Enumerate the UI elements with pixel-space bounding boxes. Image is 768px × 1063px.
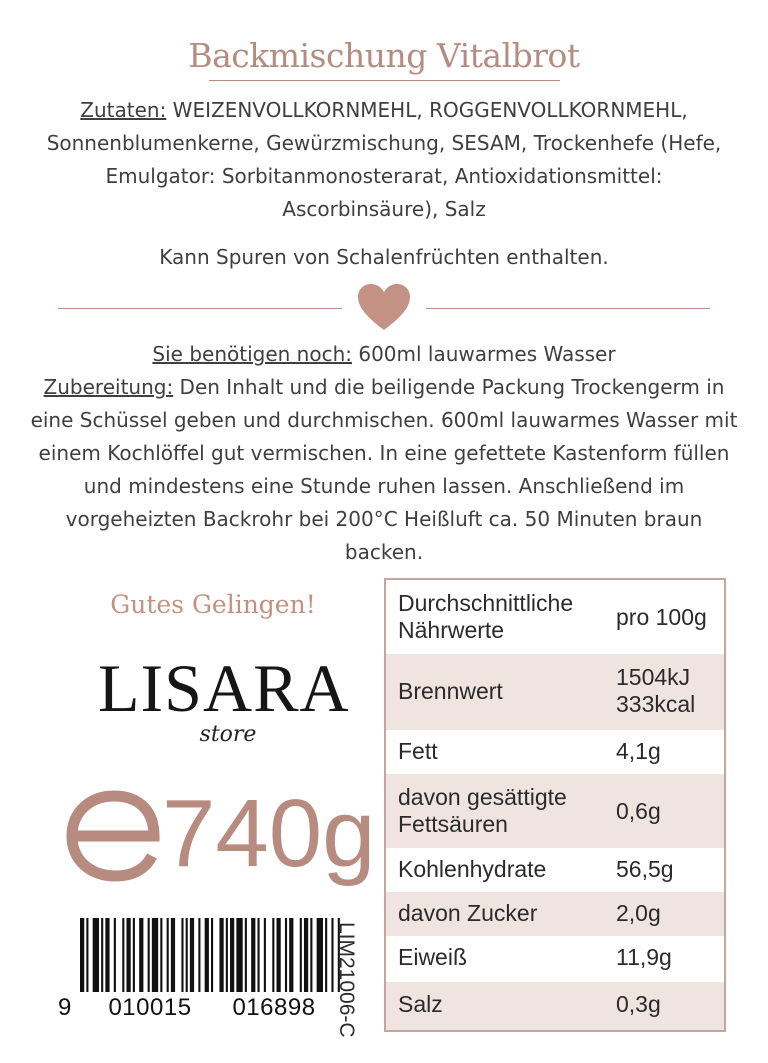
barcode-bar (289, 918, 293, 992)
nutrition-table (384, 578, 726, 1032)
barcode-bar (205, 918, 209, 992)
greeting-text: Gutes Gelingen! (110, 590, 316, 619)
nutrition-value: 11,9g (616, 944, 672, 970)
brand-name: LISARA (98, 650, 350, 726)
nutrition-row (386, 730, 724, 774)
nutrition-label: Kohlenhydrate (398, 856, 547, 882)
steps-block (30, 371, 738, 569)
nutrition-header-value: pro 100g (616, 604, 707, 630)
needs-text: 600ml lauwarmes Wasser (352, 342, 616, 366)
nutrition-value: 2,0g (616, 900, 661, 926)
barcode-bar (122, 918, 124, 992)
barcode-bar (277, 918, 281, 992)
nutrition-label: davon gesättigte Fettsäuren (398, 784, 567, 837)
barcode-bar (198, 918, 200, 992)
estimated-sign-icon (64, 784, 164, 884)
barcode-first-digit: 9 (58, 994, 72, 1021)
nutrition-label: Fett (398, 738, 438, 764)
barcode-bar (300, 918, 302, 992)
barcode-bar (152, 918, 158, 992)
barcode-bar (310, 918, 312, 992)
nutrition-row (386, 936, 724, 982)
barcode-bar (211, 918, 213, 992)
barcode-bar (251, 918, 255, 992)
barcode-bar (139, 918, 143, 992)
barcode-bar (219, 918, 223, 992)
nutrition-label: davon Zucker (398, 900, 538, 926)
nutrition-row (386, 774, 724, 848)
nutrition-label: Salz (398, 991, 443, 1017)
nutrition-header-label: Durchschnittliche Nährwerte (398, 590, 574, 643)
allergen-note: Kann Spuren von Schalenfrüchten enthalten. (159, 245, 609, 269)
article-code (332, 918, 362, 1038)
steps-text: Den Inhalt und die beiligende Packung Trockengerm in eine Schüssel geben und durchmischen. 600ml lauwarmes Wasser mit einem Kochlöffel gut vermischen. In eine gefettete Kastenform füllen und mindestens eine Stunde ruhen lassen. Anschließend im vorgeheizten Backrohr bei 200°C Heißluft ca. 50 Minuten braun backen. (30, 375, 738, 564)
nutrition-row (386, 654, 724, 730)
barcode-bar (304, 918, 308, 992)
barcode-bar (226, 918, 228, 992)
barcode-bar (160, 918, 162, 992)
barcode-bar (285, 918, 287, 992)
barcode-bar (236, 918, 242, 992)
barcode-bar (190, 918, 194, 992)
brand-logo (98, 648, 350, 758)
nutrition-row (386, 892, 724, 936)
nutrition-value: 0,3g (616, 991, 661, 1017)
divider-right (426, 308, 710, 309)
nutrition-value: 56,5g (616, 856, 674, 882)
needs-line (30, 338, 738, 371)
preparation-paragraph (30, 338, 738, 569)
barcode-bar (230, 918, 234, 992)
barcode-bar (126, 918, 130, 992)
barcode (58, 918, 342, 1026)
nutrition-row (386, 848, 724, 892)
barcode-bar (93, 918, 99, 992)
ingredients-paragraph (30, 94, 738, 226)
steps-label: Zubereitung: (43, 375, 174, 399)
barcode-bar (181, 918, 183, 992)
ingredients-label: Zutaten: (80, 98, 167, 122)
product-title: Backmischung Vitalbrot (188, 36, 580, 75)
nutrition-label: Eiweiß (398, 944, 468, 970)
barcode-bar (148, 918, 150, 992)
barcode-right-digits: 016898 (232, 994, 316, 1021)
barcode-bar (272, 918, 274, 992)
barcode-bar (264, 918, 266, 992)
barcode-bar (325, 918, 327, 992)
weight-value: 740g (162, 780, 376, 887)
nutrition-value: 4,1g (616, 738, 661, 764)
barcode-bar (245, 918, 247, 992)
nutrition-value: 0,6g (616, 798, 661, 824)
nutrition-value: 1504kJ 333kcal (616, 664, 696, 717)
title-underline (209, 80, 560, 81)
barcode-bars (80, 918, 342, 992)
barcode-bar (257, 918, 259, 992)
article-code-text: LIM21006-C (335, 922, 358, 1038)
nutrition-label: Brennwert (398, 678, 503, 704)
heart-icon (357, 284, 411, 332)
barcode-bar (317, 918, 323, 992)
ingredients-text: WEIZENVOLLKORNMEHL, ROGGENVOLLKORNMEHL, Sonnenblumenkerne, Gewürzmischung, SESAM, Trockenhefe (Hefe, Emulgator: Sorbitanmonosterarat, Antioxidationsmittel: Ascorbinsäure), Salz (46, 98, 722, 221)
divider-left (58, 308, 342, 309)
nutrition-header-row (386, 580, 724, 654)
net-weight (60, 780, 376, 890)
barcode-bar (186, 918, 188, 992)
barcode-bar (114, 918, 116, 992)
barcode-bar (80, 918, 84, 992)
barcode-bar (167, 918, 169, 992)
barcode-bar (171, 918, 175, 992)
barcode-left-digits: 010015 (108, 994, 192, 1021)
barcode-bar (86, 918, 88, 992)
barcode-bar (105, 918, 109, 992)
nutrition-row (386, 982, 724, 1030)
barcode-bar (133, 918, 135, 992)
brand-sub: store (199, 722, 257, 747)
barcode-bar (101, 918, 103, 992)
needs-label: Sie benötigen noch: (152, 342, 352, 366)
